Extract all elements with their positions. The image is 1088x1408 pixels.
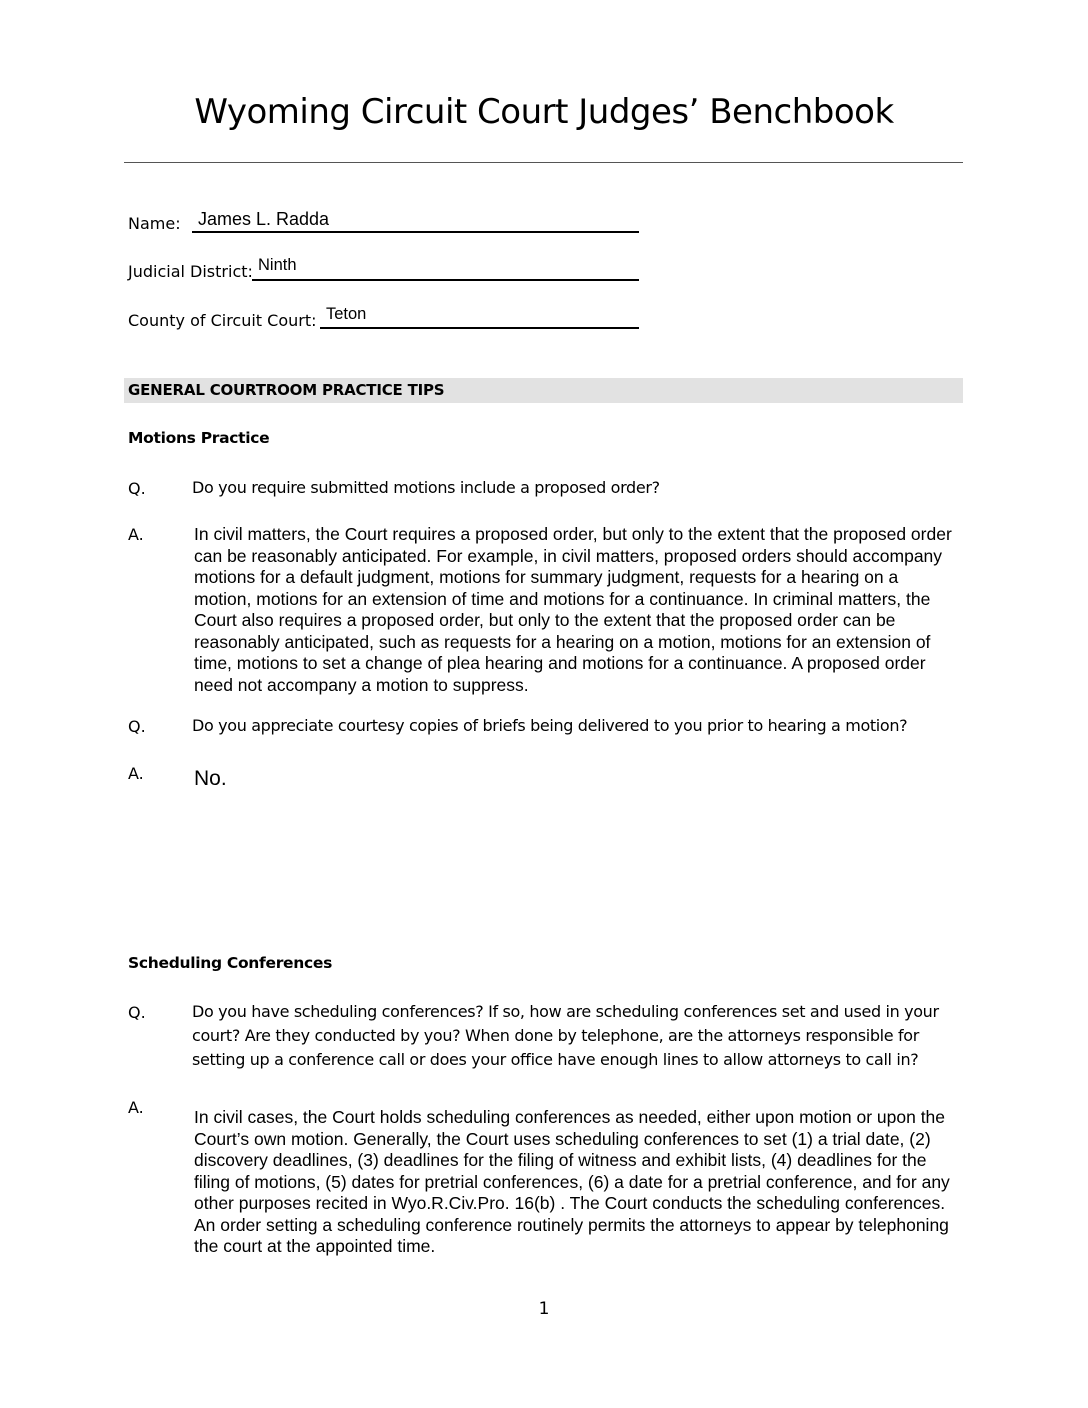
name-underline bbox=[192, 231, 639, 233]
question-marker: Q. bbox=[128, 717, 146, 736]
name-field[interactable]: James L. Radda bbox=[198, 209, 330, 229]
district-underline bbox=[252, 279, 639, 281]
answer-marker: A. bbox=[128, 525, 144, 544]
name-label: Name: bbox=[128, 214, 181, 233]
answer-marker: A. bbox=[128, 1098, 144, 1117]
question-text: Do you have scheduling conferences? If so, how are scheduling conferences set and used in your court? Are they conducted by you? When done by telephone, are the attorneys responsible for setting up a conference call or does your office have enough lines to allow attorneys to call in? bbox=[192, 1002, 939, 1069]
answer-text: In civil cases, the Court holds scheduling conferences as needed, either upon motion or upon the Court’s own motion. Generally, the Court uses scheduling conferences to set (1) a trial date, (2) discovery deadlines, (3) deadlines for the filing of witness and exhibit lists, (4) deadlines for the filing of motions, (5) dates for pretrial conferences, (6) a date for a pretrial conference, and for any other purposes recited in Wyo.R.Civ.Pro. 16(b) . The Court conducts the scheduling conferences. An order setting a scheduling conference routinely permits the attorneys to appear by telephoning the court at the appointed time. bbox=[194, 1107, 950, 1256]
county-underline bbox=[320, 327, 639, 329]
motions-practice-heading: Motions Practice bbox=[128, 429, 270, 447]
scheduling-conferences-heading: Scheduling Conferences bbox=[128, 954, 333, 972]
question-marker: Q. bbox=[128, 1003, 146, 1022]
title-divider bbox=[124, 162, 963, 163]
district-field[interactable]: Ninth bbox=[258, 256, 297, 274]
document-title: Wyoming Circuit Court Judges’ Benchbook bbox=[194, 92, 894, 132]
question-text: Do you appreciate courtesy copies of briefs being delivered to you prior to hearing a motion? bbox=[192, 716, 908, 735]
page-number: 1 bbox=[538, 1299, 550, 1319]
county-label: County of Circuit Court: bbox=[128, 311, 317, 330]
county-field[interactable]: Teton bbox=[326, 305, 367, 323]
district-label: Judicial District: bbox=[128, 262, 253, 281]
question-text: Do you require submitted motions include a proposed order? bbox=[192, 478, 660, 497]
section-heading: GENERAL COURTROOM PRACTICE TIPS bbox=[124, 378, 963, 403]
answer-marker: A. bbox=[128, 764, 144, 783]
question-marker: Q. bbox=[128, 479, 146, 498]
answer-text: In civil matters, the Court requires a proposed order, but only to the extent that the proposed order can be reasonably anticipated. For example, in civil matters, proposed orders should accompany motions for a default judgment, motions for summary judgment, requests for a hearing on a motion, motions for an extension of time and motions for a continuance. In criminal matters, the Court also requires a proposed order, but only to the extent that the proposed order can be reasonably anticipated, such as requests for a hearing on a motion, motions for an extension of time, motions to set a change of plea hearing and motions for a continuance. A proposed order need not accompany a motion to suppress. bbox=[194, 524, 952, 695]
answer-text: No. bbox=[194, 767, 227, 790]
